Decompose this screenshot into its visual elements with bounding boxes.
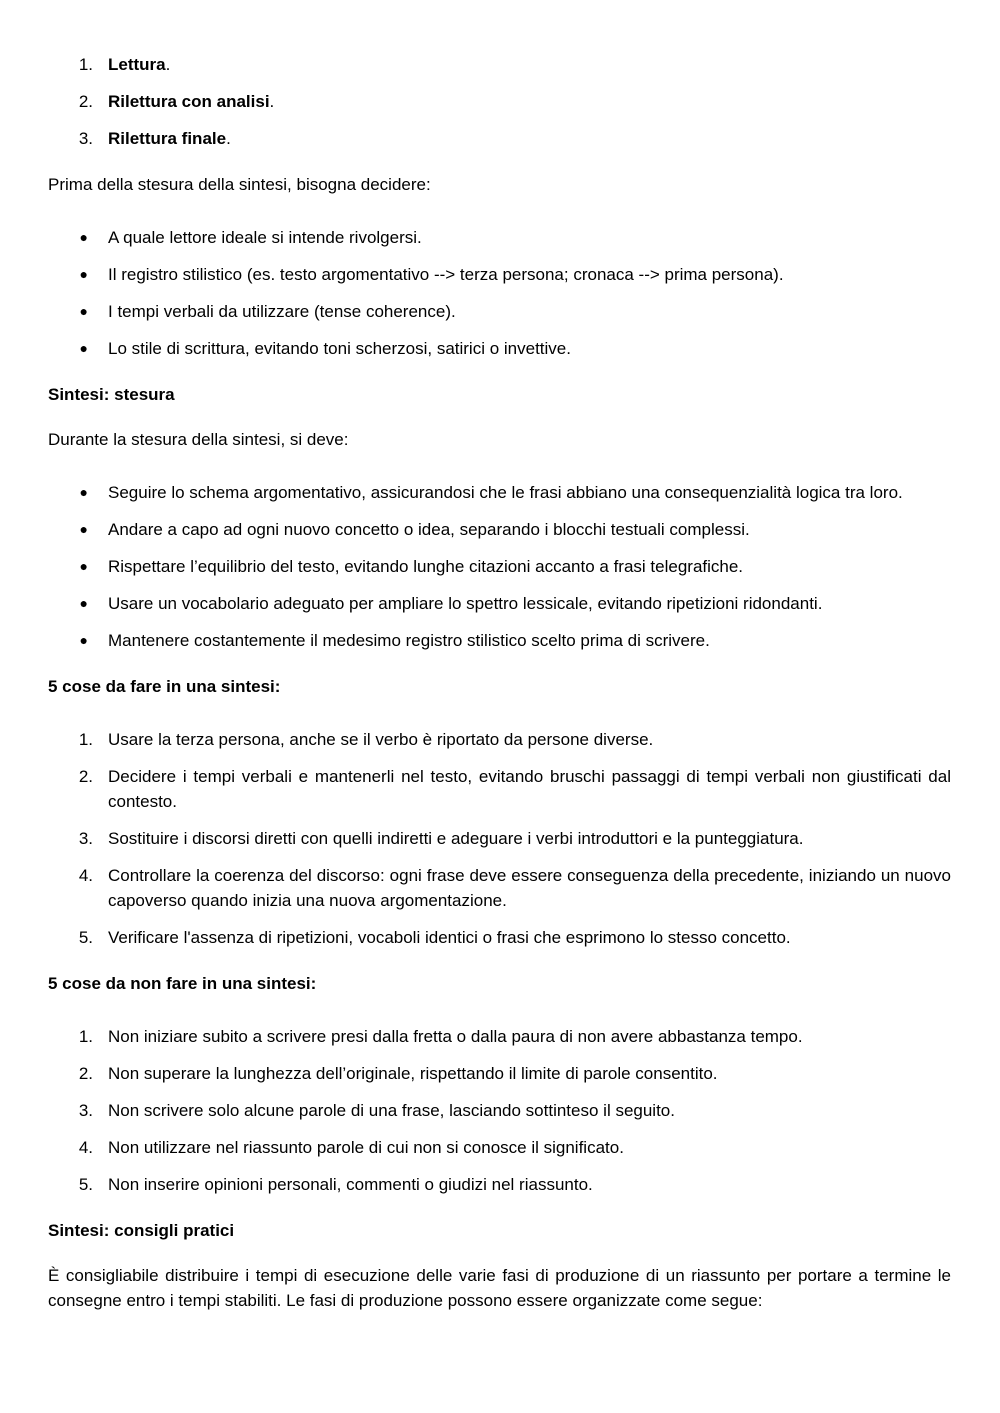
- list-item-text: Lo stile di scrittura, evitando toni scherzosi, satirici o invettive.: [108, 339, 571, 358]
- list-item: [48, 826, 951, 851]
- list-item: [48, 554, 951, 579]
- list-item: [48, 52, 951, 77]
- list-item: [48, 1024, 951, 1049]
- list-number: 2.: [78, 767, 93, 786]
- bullet-icon: ●: [79, 558, 88, 574]
- stesura-list: [48, 480, 951, 653]
- bullet-icon: ●: [79, 340, 88, 356]
- list-item: [48, 336, 951, 361]
- bullet-icon: ●: [79, 521, 88, 537]
- list-item: [48, 1172, 951, 1197]
- list-item: [48, 628, 951, 653]
- fare-list: [48, 727, 951, 950]
- list-item-text: Non inserire opinioni personali, commenti o giudizi nel riassunto.: [108, 1175, 593, 1194]
- list-item: [48, 262, 951, 287]
- list-item: [48, 863, 951, 913]
- list-item-suffix: .: [165, 55, 171, 74]
- list-item-suffix: .: [269, 92, 275, 111]
- section-heading: 5 cose da non fare in una sintesi:: [48, 974, 317, 993]
- section-heading: Sintesi: stesura: [48, 385, 175, 404]
- bullet-icon: ●: [79, 229, 88, 245]
- list-number: 4.: [78, 1138, 93, 1157]
- list-number: 3.: [78, 829, 93, 848]
- list-item-text: Controllare la coerenza del discorso: ogni frase deve essere conseguenza della precedente, iniziando un nuovo capoverso quando inizia una nuova argomentazione.: [108, 866, 951, 910]
- list-number: 1.: [78, 55, 93, 74]
- bullet-icon: ●: [79, 266, 88, 282]
- list-number: 5.: [78, 1175, 93, 1194]
- list-item: [48, 591, 951, 616]
- list-item-text: I tempi verbali da utilizzare (tense coherence).: [108, 302, 456, 321]
- list-item: [48, 925, 951, 950]
- list-number: 1.: [78, 1027, 93, 1046]
- reading-steps-list: [48, 52, 951, 151]
- list-item: [48, 299, 951, 324]
- list-item: [48, 225, 951, 250]
- list-item-text: Non iniziare subito a scrivere presi dalla fretta o dalla paura di non avere abbastanza tempo.: [108, 1027, 803, 1046]
- bullet-icon: ●: [79, 595, 88, 611]
- stesura-intro: Durante la stesura della sintesi, si deve:: [48, 430, 349, 449]
- list-item-text: Decidere i tempi verbali e mantenerli nel testo, evitando bruschi passaggi di tempi verbali non giustificati dal contesto.: [108, 767, 951, 811]
- list-item: [48, 1098, 951, 1123]
- list-item: [48, 126, 951, 151]
- list-item: [48, 517, 951, 542]
- list-item-bold: Lettura: [108, 55, 166, 74]
- list-number: 3.: [78, 129, 93, 148]
- list-item-text: Seguire lo schema argomentativo, assicurandosi che le frasi abbiano una consequenzialità logica tra loro.: [108, 483, 903, 502]
- list-item: [48, 727, 951, 752]
- bullet-icon: ●: [79, 632, 88, 648]
- list-item-text: Usare un vocabolario adeguato per ampliare lo spettro lessicale, evitando ripetizioni ridondanti.: [108, 594, 823, 613]
- non-fare-list: [48, 1024, 951, 1197]
- list-item-text: Mantenere costantemente il medesimo registro stilistico scelto prima di scrivere.: [108, 631, 710, 650]
- pre-stesura-intro: Prima della stesura della sintesi, bisogna decidere:: [48, 175, 431, 194]
- list-item: [48, 1061, 951, 1086]
- list-item: [48, 480, 951, 505]
- list-number: 5.: [78, 928, 93, 947]
- list-item-text: Usare la terza persona, anche se il verbo è riportato da persone diverse.: [108, 730, 654, 749]
- list-item-text: Non utilizzare nel riassunto parole di cui non si conosce il significato.: [108, 1138, 624, 1157]
- pre-stesura-list: [48, 225, 951, 361]
- consigli-paragraph: È consigliabile distribuire i tempi di esecuzione delle varie fasi di produzione di un riassunto per portare a termine le consegne entro i tempi stabiliti. Le fasi di produzione possono essere organizzate come segue:: [48, 1266, 951, 1310]
- list-number: 1.: [78, 730, 93, 749]
- list-item-text: Non superare la lunghezza dell’originale, rispettando il limite di parole consentito.: [108, 1064, 718, 1083]
- list-item: [48, 89, 951, 114]
- list-item-text: Andare a capo ad ogni nuovo concetto o idea, separando i blocchi testuali complessi.: [108, 520, 750, 539]
- bullet-icon: ●: [79, 303, 88, 319]
- list-item-text: Verificare l'assenza di ripetizioni, vocaboli identici o frasi che esprimono lo stesso concetto.: [108, 928, 791, 947]
- section-heading: 5 cose da fare in una sintesi:: [48, 677, 281, 696]
- list-item-text: A quale lettore ideale si intende rivolgersi.: [108, 228, 422, 247]
- list-item-bold: Rilettura con analisi: [108, 92, 270, 111]
- list-item-bold: Rilettura finale: [108, 129, 227, 148]
- bullet-icon: ●: [79, 484, 88, 500]
- section-heading: Sintesi: consigli pratici: [48, 1221, 235, 1240]
- list-number: 4.: [78, 866, 93, 885]
- list-number: 2.: [78, 1064, 93, 1083]
- list-number: 3.: [78, 1101, 93, 1120]
- list-item: [48, 764, 951, 814]
- list-item-suffix: .: [226, 129, 231, 148]
- list-number: 2.: [78, 92, 93, 111]
- list-item-text: Sostituire i discorsi diretti con quelli indiretti e adeguare i verbi introduttori e la punteggiatura.: [108, 829, 804, 848]
- list-item-text: Rispettare l’equilibrio del testo, evitando lunghe citazioni accanto a frasi telegrafiche.: [108, 557, 744, 576]
- list-item: [48, 1135, 951, 1160]
- list-item-text: Il registro stilistico (es. testo argomentativo --> terza persona; cronaca --> prima persona).: [108, 265, 784, 284]
- list-item-text: Non scrivere solo alcune parole di una frase, lasciando sottinteso il seguito.: [108, 1101, 675, 1120]
